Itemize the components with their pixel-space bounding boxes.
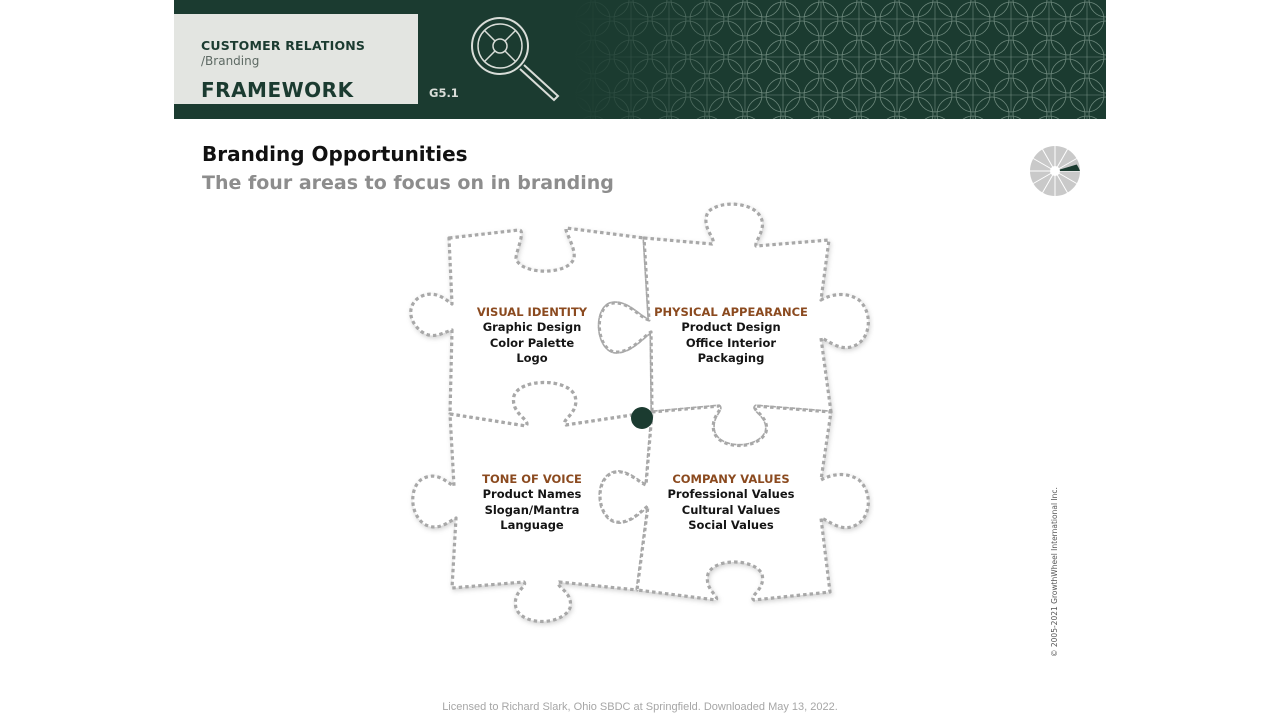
- module-code: G5.1: [429, 86, 459, 100]
- growthwheel-icon: [1029, 145, 1081, 197]
- puzzle-outline: [404, 200, 874, 630]
- piece-item: Product Design: [681, 320, 781, 334]
- piece-heading: TONE OF VOICE: [482, 472, 582, 486]
- piece-item: Professional Values: [667, 487, 795, 501]
- piece-item: Cultural Values: [681, 502, 781, 517]
- piece-item: Office Interior: [685, 335, 777, 350]
- piece-item: Language: [500, 518, 564, 532]
- framework-version: v.2.0.7: [201, 104, 232, 113]
- piece-item: Color Palette: [489, 335, 575, 350]
- piece-item: Slogan/Mantra: [484, 502, 580, 517]
- piece-item: Social Values: [688, 518, 774, 532]
- piece-company-values: [631, 472, 831, 534]
- piece-item: Packaging: [697, 351, 765, 365]
- piece-heading: VISUAL IDENTITY: [476, 305, 588, 319]
- center-dot: [631, 407, 653, 429]
- page-subtitle: The four areas to focus on in branding: [202, 172, 614, 194]
- banner-pattern: [574, 0, 1106, 119]
- piece-tone-of-voice: [432, 472, 632, 534]
- piece-visual-identity: [432, 305, 632, 367]
- puzzle-diagram: [404, 200, 874, 630]
- copyright-notice: © 2005-2021 GrowthWheel International Inc.: [1050, 487, 1059, 657]
- piece-item: Graphic Design: [482, 320, 582, 334]
- subsection-label: /Branding: [201, 54, 260, 68]
- license-notice: Licensed to Richard Slark, Ohio SBDC at Springfield. Downloaded May 13, 2022.: [442, 701, 838, 713]
- piece-heading: PHYSICAL APPEARANCE: [654, 305, 808, 319]
- framework-title: FRAMEWORK: [201, 78, 354, 102]
- piece-heading: COMPANY VALUES: [672, 472, 790, 486]
- page-title: Branding Opportunities: [202, 142, 468, 166]
- header-banner: [174, 0, 1106, 119]
- piece-physical-appearance: [631, 305, 831, 367]
- piece-item: Product Names: [482, 487, 582, 501]
- piece-item: Logo: [516, 351, 548, 365]
- magnifier-icon: [466, 12, 562, 108]
- framework-label-box: [174, 14, 418, 113]
- slide: [174, 0, 1106, 720]
- section-label: CUSTOMER RELATIONS: [201, 38, 366, 53]
